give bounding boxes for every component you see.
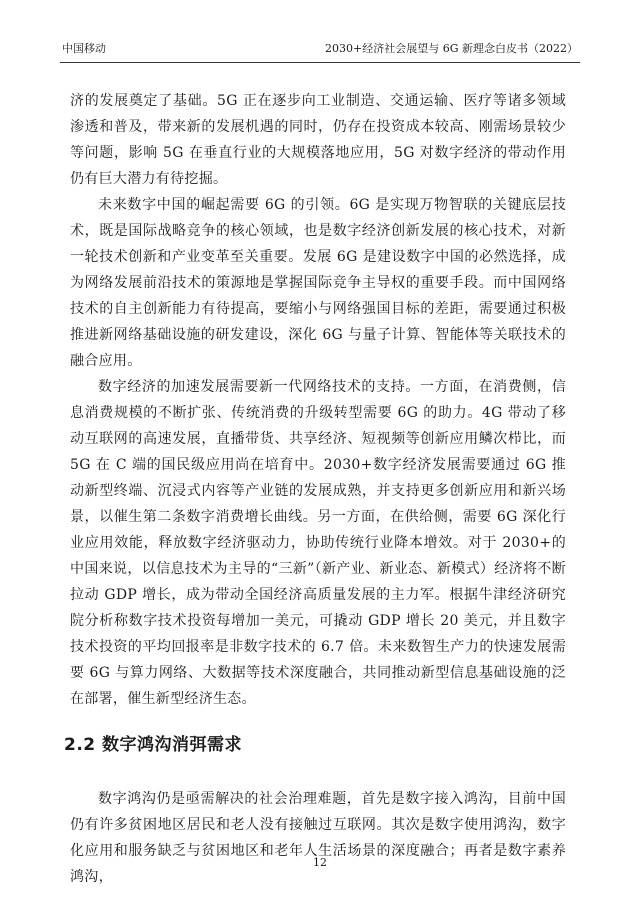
- section-heading: 2.2 数字鸿沟消弭需求: [64, 735, 243, 755]
- page-number: 12: [313, 856, 327, 869]
- body-paragraph-1: 济的发展奠定了基础。5G 正在逐步向工业制造、交通运输、医疗等诸多领域渗透和普及，带来新的发展机遇的同时，仍存在投资成本较高、刚需场景较少等问题，影响 5G 在垂直行业的大规模落地应用，5G 对数字经济的带动作用仍有巨大潜力有待挖掘。: [70, 93, 566, 187]
- header-org-name: 中国移动: [62, 42, 106, 55]
- header-document-title: 2030+经济社会展望与 6G 新理念白皮书（2022）: [325, 42, 578, 55]
- body-paragraph-2: 未来数字中国的崛起需要 6G 的引领。6G 是实现万物智联的关键底层技术，既是国际战略竞争的核心领域，也是数字经济创新发展的核心技术，对新一轮技术创新和产业变革至关重要。发展 6G 是建设数字中国的必然选择，成为网络发展前沿技术的策源地是掌握国际竞争主导权的重要手段。而中国网络技术的自主创新能力有待提高，要缩小与网络强国目标的差距，需要通过积极推进新网络基础设施的研发建设，深化 6G 与量子计算、智能体等关联技术的融合应用。: [70, 197, 566, 369]
- section-paragraph-1: 数字鸿沟仍是亟需解决的社会治理难题，首先是数字接入鸿沟，目前中国仍有许多贫困地区居民和老人没有接触过互联网。其次是数字使用鸿沟，数字化应用和服务缺乏与贫困地区和老年人生活场景的深度融合；再者是数字素养鸿沟，: [70, 791, 566, 885]
- page-body: [64, 88, 566, 890]
- page-header: [60, 40, 580, 63]
- body-paragraph-3: 数字经济的加速发展需要新一代网络技术的支持。一方面，在消费侧，信息消费规模的不断扩张、传统消费的升级转型需要 6G 的助力。4G 带动了移动互联网的高速发展，直播带货、共享经济、短视频等创新应用鳞次栉比，而 5G 在 C 端的国民级应用尚在培育中。2030+数字经济发展需要通过 6G 推动新型终端、沉浸式内容等产业链的发展成熟，并支持更多创新应用和新兴场景，以催生第二条数字消费增长曲线。另一方面，在供给侧，需要 6G 深化行业应用效能，释放数字经济驱动力，协助传统行业降本增效。对于 2030+的中国来说，以信息技术为主导的“三新”（新产业、新业态、新模式）经济将不断拉动 GDP 增长，成为带动全国经济高质量发展的主力军。根据牛津经济研究院分析称数字技术投资每增加一美元，可撬动 GDP 增长 20 美元，并且数字技术投资的平均回报率是非数字技术的 6.7 倍。未来数智生产力的快速发展需要 6G 与算力网络、大数据等技术深度融合，共同推动新型信息基础设施的泛在部署，催生新型经济生态。: [70, 379, 566, 707]
